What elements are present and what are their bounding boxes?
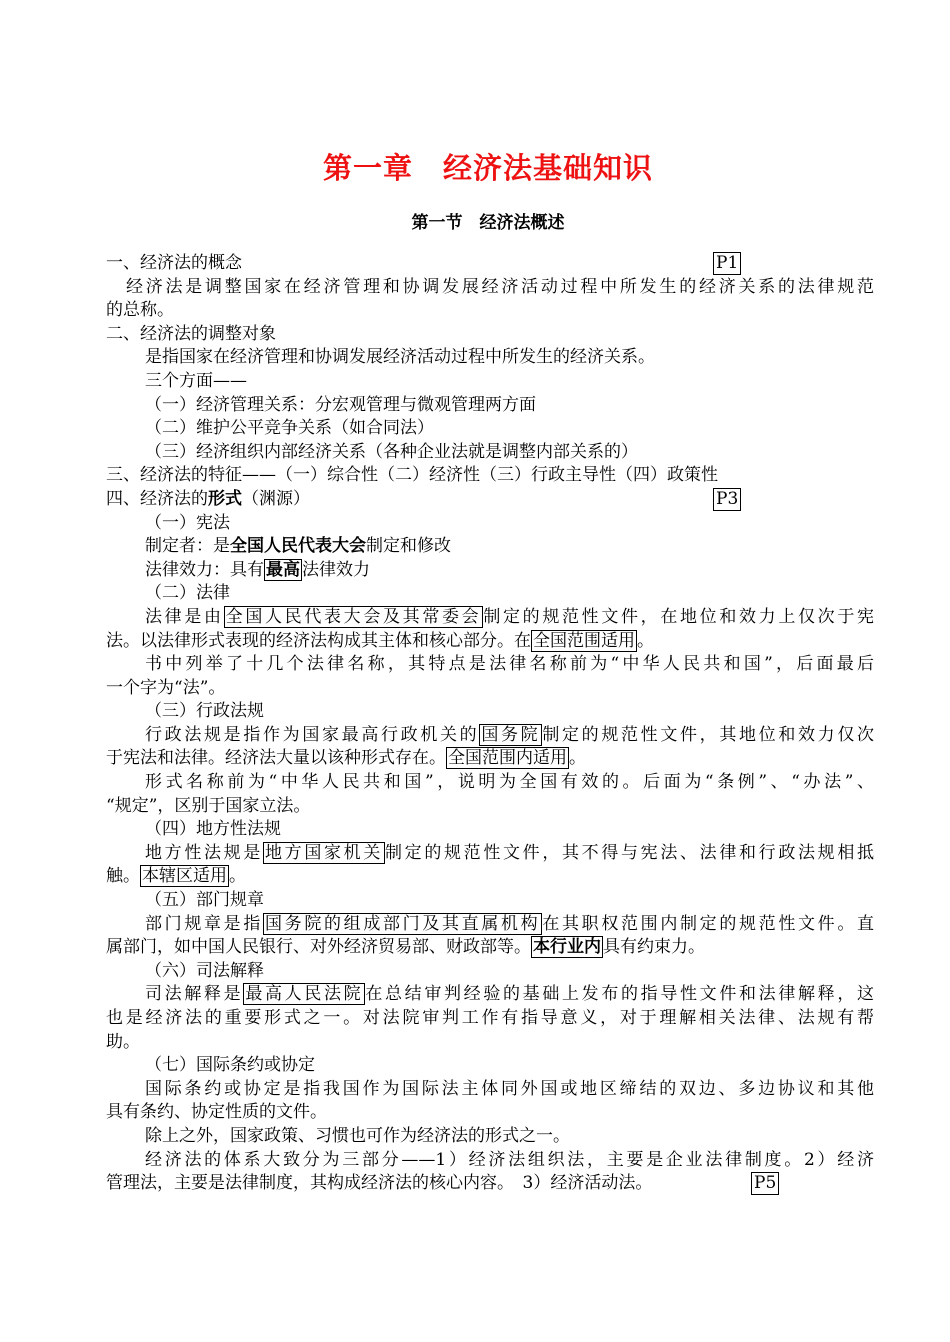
text-line bbox=[106, 512, 874, 536]
text-run: 法律效力：具有 bbox=[145, 559, 264, 580]
text-line bbox=[106, 346, 874, 370]
text-line bbox=[106, 299, 874, 323]
bold-wrapper bbox=[264, 559, 302, 581]
text-line bbox=[106, 724, 874, 748]
text-run: 三个方面—— bbox=[145, 370, 247, 391]
text-line bbox=[106, 252, 874, 276]
text-line bbox=[106, 417, 874, 441]
text-run: （渊源） bbox=[242, 488, 310, 509]
boxed-keyword: 国务院 bbox=[481, 724, 541, 745]
text-run: 国际条约或协定是指我国作为国际法主体同外国或地区缔结的双边、多边协议和其他 bbox=[145, 1078, 874, 1099]
text-run: 书中列举了十几个法律名称，其特点是法律名称前为“中华人民共和国”，后面最后 bbox=[145, 654, 874, 675]
text-run: 于宪法和法律。经济法大量以该种形式存在。 bbox=[106, 748, 446, 769]
text-run: 。 bbox=[637, 630, 654, 651]
text-line bbox=[106, 795, 874, 819]
text-line bbox=[106, 464, 874, 488]
text-line bbox=[106, 960, 874, 984]
text-run: 制定和修改 bbox=[366, 536, 451, 557]
text-line bbox=[106, 394, 874, 418]
text-run: 在其职权范围内制定的规范性文件。直 bbox=[542, 913, 875, 934]
text-run: 管理法，主要是法律制度，其构成经济法的核心内容。 3）经济活动法。 bbox=[106, 1173, 653, 1194]
text-line bbox=[106, 1031, 874, 1055]
text-line bbox=[106, 1054, 874, 1078]
text-run: 地方性法规是 bbox=[145, 842, 263, 863]
text-line bbox=[106, 889, 874, 913]
text-line bbox=[106, 1101, 874, 1125]
text-line bbox=[106, 677, 874, 701]
text-line bbox=[106, 1172, 874, 1196]
text-run: （五）部门规章 bbox=[145, 890, 264, 911]
text-run: 也是经济法的重要形式之一。对法院审判工作有指导意义，对于理解相关法律、法规有帮 bbox=[106, 1008, 874, 1028]
boxed-keyword: 全国范围内适用 bbox=[448, 748, 567, 769]
text-line bbox=[106, 488, 874, 512]
text-run: 触。 bbox=[106, 866, 140, 887]
text-run: （四）地方性法规 bbox=[145, 819, 281, 840]
text-run: 经济法的体系大致分为三部分——1）经济法组织法，主要是企业法律制度。2）经济 bbox=[145, 1149, 874, 1170]
text-line bbox=[106, 865, 874, 889]
text-line bbox=[106, 630, 874, 654]
text-run: 制定的规范性文件，其地位和效力仅次 bbox=[542, 724, 875, 745]
text-line bbox=[106, 653, 874, 677]
text-line bbox=[106, 582, 874, 606]
text-line bbox=[106, 1078, 874, 1102]
text-run: 。 bbox=[229, 866, 246, 887]
text-run: 属部门，如中国人民银行、对外经济贸易部、财政部等。 bbox=[106, 937, 531, 958]
bold-wrapper bbox=[230, 536, 366, 556]
text-line bbox=[106, 441, 874, 465]
text-run: 形式名称前为“中华人民共和国”，说明为全国有效的。后面为“条例”、“办法”、 bbox=[145, 772, 874, 793]
boxed-keyword: 全国人民代表大会及其常委会 bbox=[225, 606, 482, 627]
text-run: 二、经济法的调整对象 bbox=[106, 323, 276, 344]
text-line bbox=[106, 1007, 874, 1031]
text-line bbox=[106, 1149, 874, 1173]
boxed-keyword: 国务院的组成部门及其直属机构 bbox=[265, 913, 541, 934]
text-run: 法。以法律形式表现的经济法构成其主体和核心部分。在 bbox=[106, 630, 531, 651]
text-run: （一）经济管理关系：分宏观管理与微观管理两方面 bbox=[145, 394, 536, 415]
text-line bbox=[106, 535, 874, 559]
text-run: （三）经济组织内部经济关系（各种企业法就是调整内部关系的） bbox=[145, 441, 638, 462]
boxed-keyword: 本行业内 bbox=[533, 937, 601, 958]
text-run: 一个字为“法”。 bbox=[106, 677, 226, 698]
bold-keyword: 形式 bbox=[208, 488, 242, 509]
text-run: 制定者：是 bbox=[145, 536, 230, 557]
document-body bbox=[106, 252, 874, 1196]
text-run: 。 bbox=[569, 748, 586, 769]
boxed-keyword: 地方国家机关 bbox=[265, 842, 383, 863]
text-run: 制定的规范性文件，其不得与宪法、法律和行政法规相抵 bbox=[385, 842, 874, 863]
text-run: 助。 bbox=[106, 1031, 140, 1052]
boxed-keyword: 本辖区适用 bbox=[142, 866, 227, 887]
page-reference-badge: P1 bbox=[713, 252, 741, 275]
text-run: 制定的规范性文件，在地位和效力上仅次于宪 bbox=[483, 606, 875, 627]
text-line bbox=[106, 936, 874, 960]
text-line bbox=[106, 370, 874, 394]
page-reference-badge: P5 bbox=[751, 1172, 779, 1195]
text-run: 的总称。 bbox=[106, 300, 174, 321]
text-run: 三、经济法的特征——（一）综合性（二）经济性（三）行政主导性（四）政策性 bbox=[106, 465, 718, 486]
text-line bbox=[106, 606, 874, 630]
chapter-title: 第一章 经济法基础知识 bbox=[322, 151, 653, 185]
text-run: 在总结审判经验的基础上发布的指导性文件和法律解释，这 bbox=[365, 984, 875, 1005]
text-run: （六）司法解释 bbox=[145, 960, 264, 981]
text-run: 具有条约、协定性质的文件。 bbox=[106, 1102, 327, 1123]
text-line bbox=[106, 700, 874, 724]
text-line bbox=[106, 323, 874, 347]
text-line bbox=[106, 1125, 874, 1149]
section-title: 第一节 经济法概述 bbox=[411, 213, 565, 233]
text-line bbox=[106, 983, 874, 1007]
text-run: 是指国家在经济管理和协调发展经济活动过程中所发生的经济关系。 bbox=[145, 347, 655, 368]
text-run: 部门规章是指 bbox=[145, 913, 263, 934]
bold-keyword: 全国人民代表大会 bbox=[230, 536, 366, 557]
text-run: 法律是由 bbox=[145, 606, 224, 627]
boxed-keyword: 全国范围适用 bbox=[533, 630, 635, 651]
text-run: 一、经济法的概念 bbox=[106, 253, 242, 273]
text-run: 法律效力 bbox=[302, 559, 370, 580]
text-run: （二）法律 bbox=[145, 583, 230, 604]
boxed-keyword: 最高 bbox=[266, 559, 300, 580]
text-line bbox=[106, 747, 874, 771]
text-line bbox=[106, 559, 874, 583]
text-run: 具有约束力。 bbox=[603, 937, 705, 958]
text-run: 经济法是调整国家在经济管理和协调发展经济活动过程中所发生的经济关系的法律规范 bbox=[126, 276, 874, 297]
bold-wrapper bbox=[531, 936, 603, 958]
bold-wrapper bbox=[208, 489, 242, 509]
text-run: 四、经济法的 bbox=[106, 488, 208, 509]
text-run: 行政法规是指作为国家最高行政机关的 bbox=[145, 724, 480, 745]
boxed-keyword: 最高人民法院 bbox=[245, 984, 364, 1005]
text-line bbox=[106, 771, 874, 795]
text-run: （七）国际条约或协定 bbox=[145, 1055, 315, 1076]
text-line bbox=[106, 276, 874, 300]
text-run: （一）宪法 bbox=[145, 512, 230, 533]
text-run: 司法解释是 bbox=[145, 984, 244, 1005]
text-run: “规定”，区别于国家立法。 bbox=[106, 795, 311, 816]
text-line bbox=[106, 818, 874, 842]
text-line bbox=[106, 842, 874, 866]
text-run: （三）行政法规 bbox=[145, 701, 264, 722]
page-reference-badge: P3 bbox=[713, 488, 741, 511]
text-run: 除上之外，国家政策、习惯也可作为经济法的形式之一。 bbox=[145, 1125, 570, 1146]
text-line bbox=[106, 913, 874, 937]
text-run: （二）维护公平竞争关系（如合同法） bbox=[145, 418, 434, 439]
